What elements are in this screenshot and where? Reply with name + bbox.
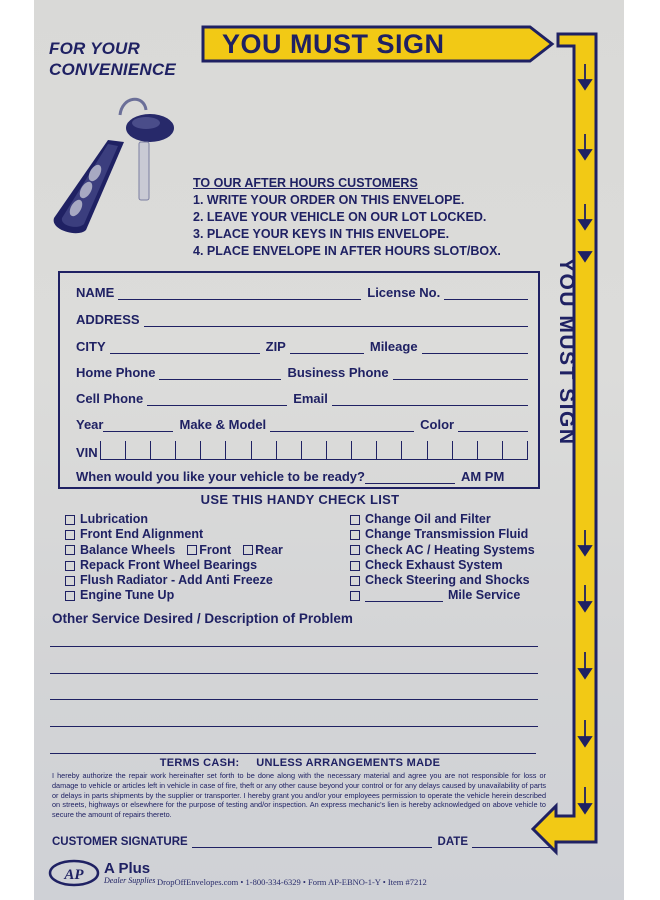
make-model-label: Make & Model (179, 417, 267, 432)
checkbox[interactable] (187, 545, 197, 555)
home-phone-label: Home Phone (76, 365, 156, 380)
checklist-item[interactable]: Balance Wheels Front Rear (65, 543, 283, 558)
balance-rear-option[interactable]: Rear (243, 543, 283, 558)
convenience-heading (49, 38, 176, 80)
checklist-item[interactable]: Check Steering and Shocks (350, 573, 535, 588)
signature-row (52, 836, 552, 848)
checklist-item[interactable]: Check AC / Heating Systems (350, 543, 535, 558)
terms-title: TERMS CASH: UNLESS ARRANGEMENTS MADE (159, 757, 441, 769)
mileage-field[interactable] (422, 341, 528, 354)
footer-info: DropOffEnvelopes.com • 1-800-334-6329 • Form AP-EBNO-1-Y • Item #7212 (157, 877, 427, 887)
mile-service-field[interactable] (365, 591, 443, 602)
ready-time-field[interactable] (365, 471, 455, 484)
address-row (76, 312, 528, 327)
description-line[interactable] (50, 673, 538, 674)
zip-label: ZIP (265, 339, 286, 354)
checklist-item[interactable]: Check Exhaust System (350, 558, 535, 573)
instruction-step: 1. WRITE YOUR ORDER ON THIS ENVELOPE. (193, 193, 465, 207)
ready-time-label: When would you like your vehicle to be ready? (76, 469, 365, 484)
svg-text:AP: AP (64, 867, 84, 883)
am-pm-label[interactable]: AM PM (460, 469, 505, 484)
checkbox[interactable] (350, 515, 360, 525)
checklist-item[interactable]: Front End Alignment (65, 527, 283, 542)
color-label: Color (420, 417, 455, 432)
business-phone-label: Business Phone (287, 365, 389, 380)
checkbox[interactable] (65, 545, 75, 555)
checkbox[interactable] (65, 515, 75, 525)
checkbox[interactable] (65, 576, 75, 586)
checklist-item[interactable]: Change Transmission Fluid (350, 527, 535, 542)
customer-signature-field[interactable] (192, 837, 432, 848)
convenience-line-1: FOR YOUR (49, 39, 141, 58)
brand-subtitle: Dealer Supplies (104, 876, 156, 885)
car-keys-icon (46, 90, 186, 240)
cell-row (76, 391, 528, 406)
year-label: Year (76, 417, 104, 432)
you-must-sign-vertical-text: YOU MUST SIGN (555, 258, 578, 446)
other-service-label: Other Service Desired / Description of Problem (52, 611, 353, 626)
description-line[interactable] (50, 753, 536, 754)
checklist-item[interactable]: Mile Service (350, 588, 535, 603)
checkbox[interactable] (350, 530, 360, 540)
instruction-step: 4. PLACE ENVELOPE IN AFTER HOURS SLOT/BOX. (193, 244, 501, 258)
checkbox[interactable] (350, 545, 360, 555)
checkbox[interactable] (350, 561, 360, 571)
instruction-step: 2. LEAVE YOUR VEHICLE ON OUR LOT LOCKED. (193, 210, 487, 224)
instruction-step: 3. PLACE YOUR KEYS IN THIS ENVELOPE. (193, 227, 450, 241)
city-label: CITY (76, 339, 106, 354)
zip-field[interactable] (290, 341, 364, 354)
brand-name: A Plus (104, 860, 151, 877)
checkbox[interactable] (350, 591, 360, 601)
balance-front-option[interactable]: Front (187, 543, 231, 558)
checkbox[interactable] (350, 576, 360, 586)
year-field[interactable] (103, 419, 173, 432)
color-field[interactable] (458, 419, 528, 432)
home-phone-field[interactable] (159, 367, 281, 380)
description-line[interactable] (50, 646, 538, 647)
checklist-item[interactable]: Lubrication (65, 512, 283, 527)
date-field[interactable] (472, 837, 552, 848)
checkbox[interactable] (65, 561, 75, 571)
convenience-line-2: CONVENIENCE (49, 60, 176, 79)
terms-body: I hereby authorize the repair work hereinafter set forth to be done along with the necessary material and agree you are not responsible for loss or damage to vehicle or articles left in vehicle in case of fire, theft or any other cause beyond your control or for any delays caused by unavailability of parts or delays in parts shipments by the supplier or transporter. I hereby grant you and/or your employees permission to operate the vehicle herein described on streets, highways or elsewhere for the purpose of testing and/or inspection. An express mechanic's lien is hereby acknowledged on above vehicle to secure the amount of repairs thereto. (52, 771, 546, 820)
checklist-item[interactable]: Repack Front Wheel Bearings (65, 558, 283, 573)
description-line[interactable] (50, 699, 538, 700)
date-label: DATE (437, 836, 468, 848)
cell-phone-label: Cell Phone (76, 391, 144, 406)
checklist-left-column (65, 512, 283, 604)
checklist-item[interactable]: Change Oil and Filter (350, 512, 535, 527)
name-row (76, 285, 528, 300)
make-model-field[interactable] (270, 419, 414, 432)
ready-time-row (76, 469, 528, 484)
you-must-sign-banner-text: YOU MUST SIGN (222, 29, 445, 59)
checklist-item[interactable]: Engine Tune Up (65, 588, 283, 603)
vin-row (76, 441, 528, 460)
mileage-label: Mileage (369, 339, 418, 354)
phone-row (76, 365, 528, 380)
customer-info-form (58, 271, 540, 489)
license-label: License No. (367, 285, 441, 300)
vin-field[interactable] (100, 441, 528, 460)
checklist-right-column (350, 512, 535, 604)
checkbox[interactable] (65, 530, 75, 540)
vin-label: VIN (76, 445, 98, 460)
license-field[interactable] (444, 287, 528, 300)
checklist-item[interactable]: Flush Radiator - Add Anti Freeze (65, 573, 283, 588)
checkbox[interactable] (65, 591, 75, 601)
city-row (76, 339, 528, 354)
checklist-title: USE THIS HANDY CHECK LIST (200, 492, 400, 507)
instructions-title: TO OUR AFTER HOURS CUSTOMERS (193, 176, 418, 190)
vehicle-row (76, 417, 528, 432)
name-label: NAME (76, 285, 115, 300)
business-phone-field[interactable] (393, 367, 528, 380)
address-label: ADDRESS (76, 312, 140, 327)
name-field[interactable] (118, 287, 361, 300)
description-line[interactable] (50, 726, 538, 727)
customer-signature-label: CUSTOMER SIGNATURE (52, 836, 188, 848)
address-field[interactable] (144, 314, 528, 327)
checkbox[interactable] (243, 545, 253, 555)
email-field[interactable] (332, 393, 528, 406)
city-field[interactable] (110, 341, 260, 354)
after-hours-instructions (193, 175, 501, 260)
a-plus-logo-icon (48, 858, 102, 888)
cell-phone-field[interactable] (147, 393, 287, 406)
email-label: Email (293, 391, 328, 406)
